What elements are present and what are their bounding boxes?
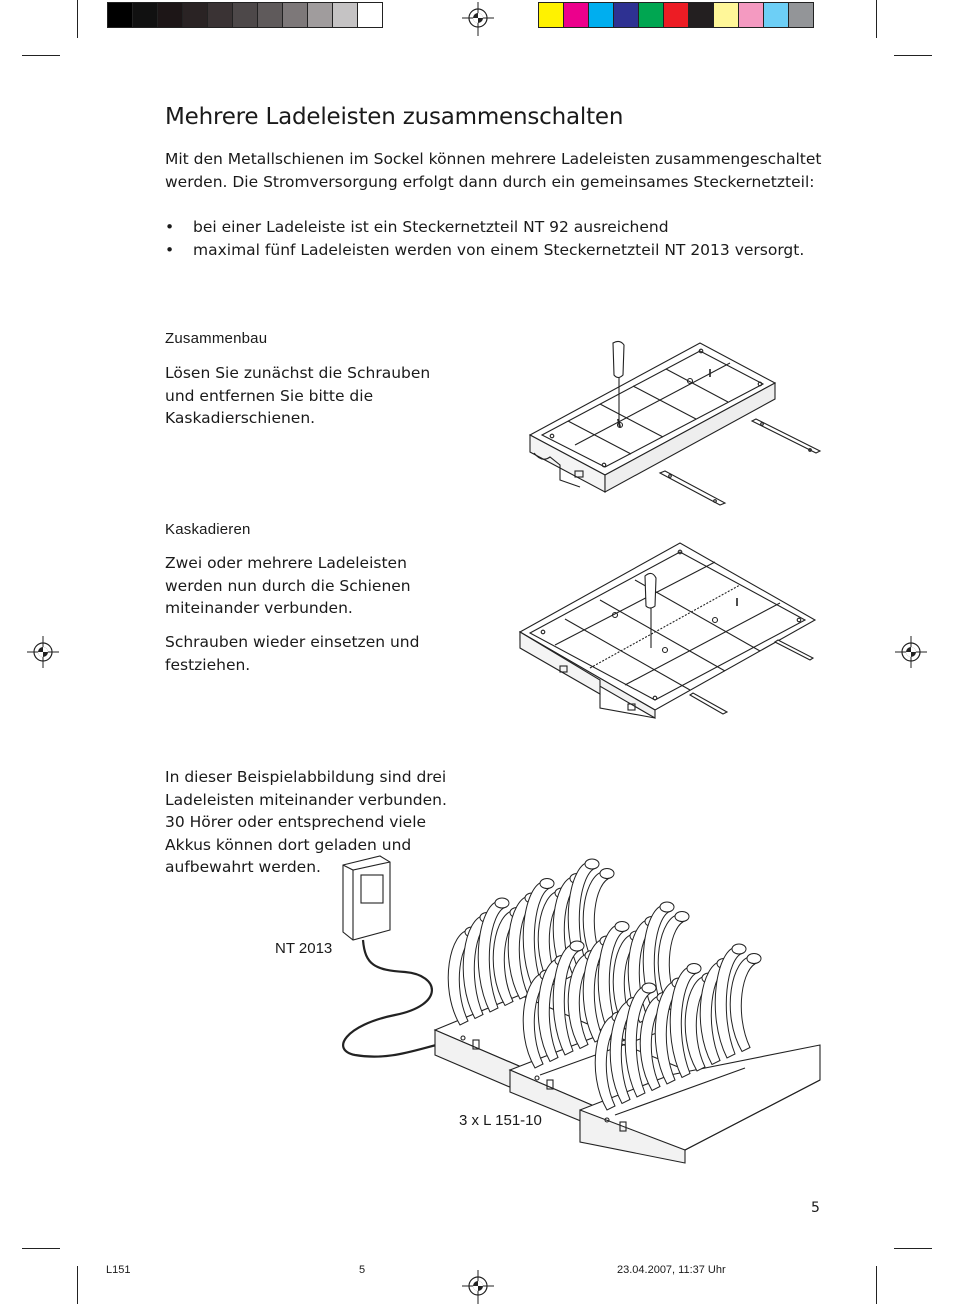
page-number: 5 xyxy=(811,1200,820,1216)
handset-earpiece xyxy=(495,898,509,908)
color-swatch xyxy=(664,3,689,27)
gray-swatch xyxy=(233,3,258,27)
process-color-bar xyxy=(538,2,814,28)
registration-mark-bottom xyxy=(460,1268,496,1304)
handset-earpiece xyxy=(660,902,674,912)
bullet-item: • bei einer Ladeleiste ist ein Steckernetzteil NT 92 ausreichend xyxy=(165,216,845,239)
footer-page: 5 xyxy=(359,1264,366,1276)
crop-mark xyxy=(22,1248,60,1249)
gray-swatch xyxy=(333,3,358,27)
handset-earpiece xyxy=(747,954,761,964)
color-swatch xyxy=(639,3,664,27)
section-text: Zwei oder mehrere Ladeleisten werden nun durch die Schienen miteinander verbunden. xyxy=(165,554,411,617)
handset xyxy=(730,957,758,1052)
footer-timestamp: 23.04.2007, 11:37 Uhr xyxy=(617,1264,726,1276)
color-swatch xyxy=(739,3,764,27)
grayscale-color-bar xyxy=(107,2,383,28)
color-swatch xyxy=(714,3,739,27)
example-paragraph: In dieser Beispielabbildung sind drei Ladeleisten miteinander verbunden. 30 Hörer oder entsprechend viele Akkus können dort geladen und aufbewahrt werden. xyxy=(165,768,447,876)
gray-swatch xyxy=(358,3,382,27)
registration-mark-right xyxy=(893,634,929,670)
color-swatch xyxy=(539,3,564,27)
gray-swatch xyxy=(183,3,208,27)
gray-swatch xyxy=(133,3,158,27)
handset-earpiece xyxy=(600,869,614,879)
registration-mark-top xyxy=(460,2,496,38)
crop-mark xyxy=(77,1266,78,1304)
section-heading-kaskadieren: Kaskadieren xyxy=(165,521,251,538)
handset-earpiece xyxy=(540,879,554,889)
intro-paragraph: Mit den Metallschienen im Sockel können mehrere Ladeleisten zusammengeschaltet werden. Die Stromversorgung erfolgt dann durch ein gemeinsames Steckernetzteil: xyxy=(165,150,822,191)
handset-earpiece xyxy=(732,944,746,954)
crop-mark xyxy=(894,55,932,56)
cascading-illustration xyxy=(515,540,820,720)
registration-mark-left xyxy=(25,634,61,670)
bullet-list xyxy=(165,216,845,261)
gray-swatch xyxy=(108,3,133,27)
crop-mark xyxy=(894,1248,932,1249)
charger-label: 3 x L 151-10 xyxy=(459,1112,542,1129)
section-heading-zusammenbau: Zusammenbau xyxy=(165,330,268,347)
color-swatch xyxy=(614,3,639,27)
crop-mark xyxy=(876,1266,877,1304)
color-swatch xyxy=(589,3,614,27)
gray-swatch xyxy=(308,3,333,27)
gray-swatch xyxy=(283,3,308,27)
handset-earpiece xyxy=(570,941,584,951)
crop-mark xyxy=(77,0,78,38)
color-swatch xyxy=(564,3,589,27)
gray-swatch xyxy=(208,3,233,27)
bullet-item: • maximal fünf Ladeleisten werden von einem Steckernetzteil NT 2013 versorgt. xyxy=(165,239,845,262)
handset-earpiece xyxy=(642,983,656,993)
handset-earpiece xyxy=(585,859,599,869)
page-title: Mehrere Ladeleisten zusammenschalten xyxy=(165,104,624,130)
footer-doc-id: L151 xyxy=(106,1264,131,1276)
three-chargers-illustration xyxy=(335,830,825,1165)
handset-earpiece xyxy=(687,964,701,974)
gray-swatch xyxy=(258,3,283,27)
crop-mark xyxy=(22,55,60,56)
section-text: Lösen Sie zunächst die Schrauben und entfernen Sie bitte die Kaskadierschienen. xyxy=(165,364,431,427)
gray-swatch xyxy=(158,3,183,27)
color-swatch xyxy=(689,3,714,27)
disassembly-illustration xyxy=(520,335,825,515)
color-swatch xyxy=(764,3,789,27)
handset-earpiece xyxy=(675,912,689,922)
crop-mark xyxy=(876,0,877,38)
power-supply-label: NT 2013 xyxy=(275,940,333,957)
section-text: Schrauben wieder einsetzen und festziehen. xyxy=(165,633,420,674)
handset-earpiece xyxy=(615,922,629,932)
color-swatch xyxy=(789,3,813,27)
